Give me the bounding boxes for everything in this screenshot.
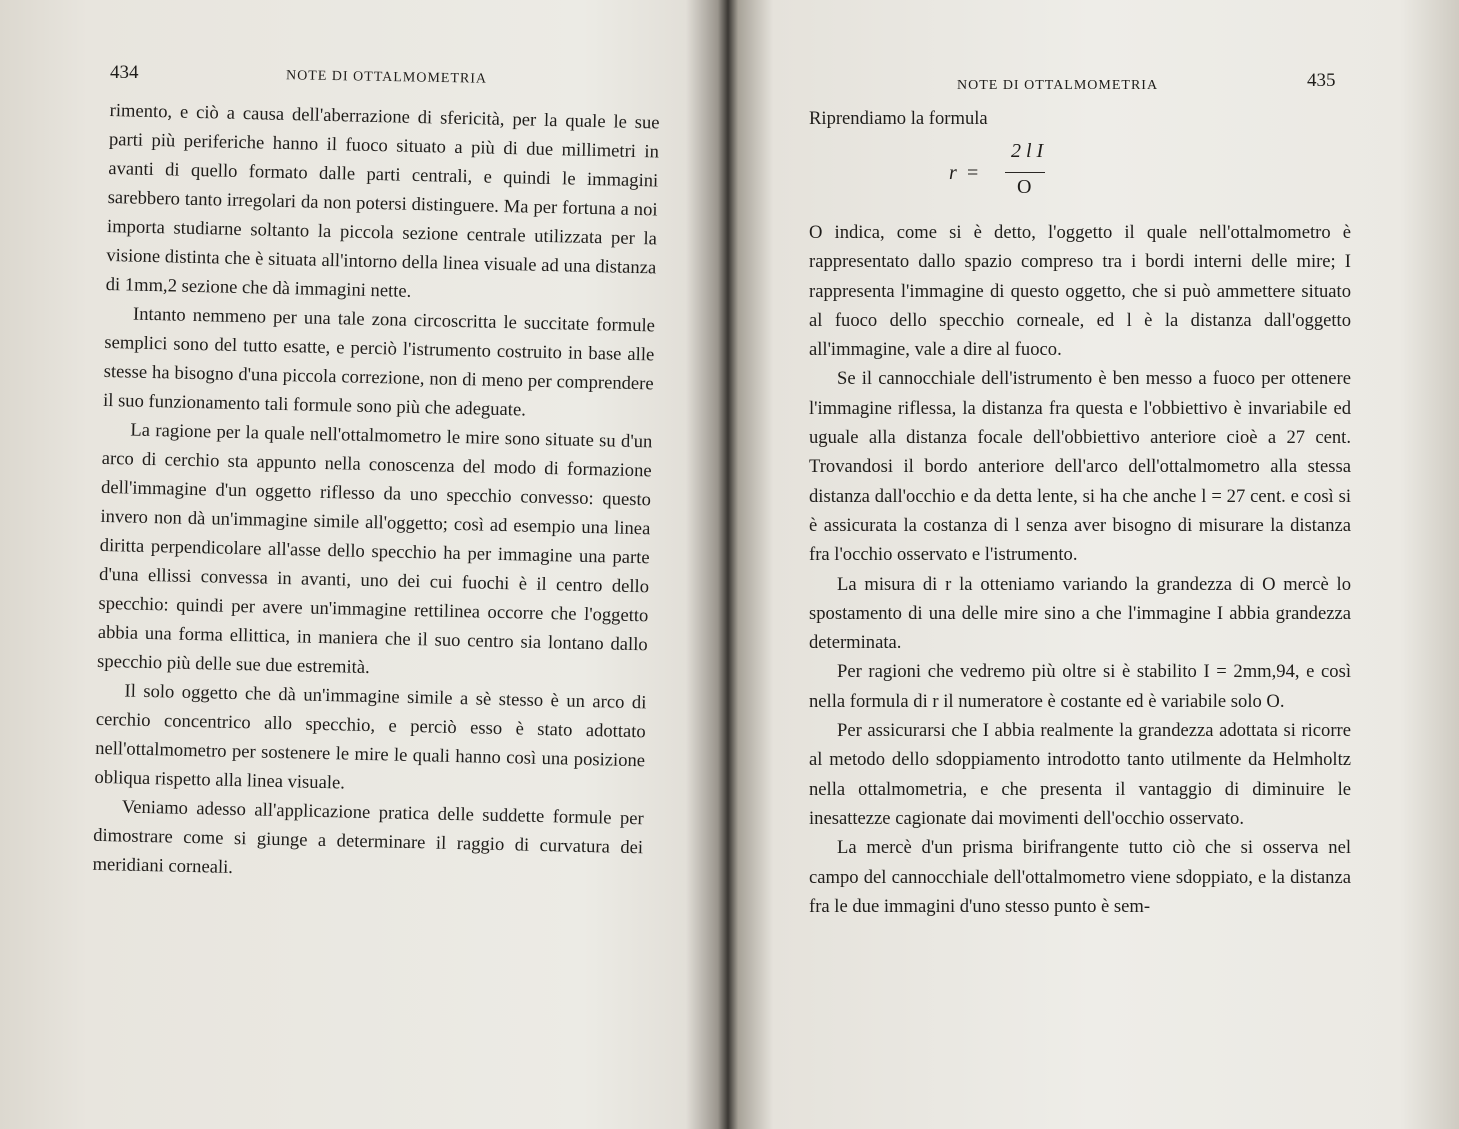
formula-numerator: 2 l I bbox=[1011, 140, 1044, 162]
paragraph: La misura di r la otteniamo variando la grandezza di O mercè lo spostamento di una delle mire sino a che l'immagine I abbia grandezza determinata. bbox=[809, 573, 1351, 654]
paragraph: rimento, e ciò a causa dell'aberrazione di sfericità, per la quale le sue parti più periferiche hanno il fuoco situato a più di due millimetri in avanti di quello formato dalle parti centrali, e quindi le immagini sarebbero tanto irregolari da non potersi distinguere. Ma per fortuna a noi importa studiarne soltanto la piccola sezione centrale utilizzata per la visione distinta che è situata all'intorno della linea visuale ad una distanza di 1mm,2 sezione che dà immagini nette. bbox=[105, 99, 660, 302]
paragraph: Se il cannocchiale dell'istrumento è ben messo a fuoco per ottenere l'immagine riflessa, la distanza fra questa e l'obbiettivo è invariabile ed uguale alla distanza focale dell'obbiettivo anteriore cioè a 27 cent. Trovandosi il bordo anteriore dell'arco dell'ottalmometro alla stessa distanza dall'occhio e da detta lente, si ha che anche l = 27 cent. e così si è assicurata la costanza di l senza aver bisogno di misurare la distanza fra l'occhio osservato e l'istrumento. bbox=[809, 368, 1351, 566]
fraction-bar bbox=[1005, 172, 1045, 173]
paragraph: La mercè d'un prisma birifrangente tutto ciò che si osserva nel campo del cannocchiale dell'ottalmometro viene sdoppiato, e la distanza fra le due immagini d'uno stesso punto è sem- bbox=[809, 837, 1351, 917]
paragraph: O indica, come si è detto, l'oggetto il quale nell'ottalmometro è rappresentato dallo spazio compreso tra i bordi interni delle mire; I rappresenta l'immagine di questo oggetto, che si può ammettere situato al fuoco dello specchio corneale, ed l è la distanza dall'oggetto all'immagine, vale a dire al fuoco. bbox=[809, 222, 1351, 361]
formula bbox=[949, 140, 1109, 200]
left-body-text bbox=[92, 96, 660, 891]
paragraph: Per assicurarsi che I abbia realmente la grandezza adottata si ricorre al metodo dello sdoppiamento introdotto tanto utilmente da Helmholtz nella ottalmometria, e che presenta il vantaggio di diminuire le inesattezze cagionate dai movimenti dell'occhio osservato. bbox=[809, 720, 1351, 829]
formula-equals: = bbox=[967, 162, 979, 184]
right-page bbox=[729, 0, 1459, 1129]
right-intro bbox=[809, 104, 1351, 133]
paragraph: Veniamo adesso all'applicazione pratica delle suddette formule per dimostrare come si giunge a determinare il raggio di curvatura dei meridiani corneali. bbox=[92, 796, 644, 878]
right-body-text bbox=[809, 218, 1351, 921]
page-number: 435 bbox=[1307, 70, 1336, 91]
left-page bbox=[0, 0, 720, 1129]
paragraph: Il solo oggetto che dà un'immagine simile a sè stesso è un arco di cerchio concentrico allo specchio, e perciò esso è stato adottato nell'ottalmometro per sostenere le mire le quali hanno così una posizione obliqua rispetto alla linea visuale. bbox=[94, 680, 647, 794]
running-header: NOTE DI OTTALMOMETRIA bbox=[957, 78, 1159, 93]
intro-line: Riprendiamo la formula bbox=[809, 108, 988, 129]
running-header: NOTE DI OTTALMOMETRIA bbox=[285, 68, 488, 87]
paragraph: Per ragioni che vedremo più oltre si è stabilito I = 2mm,94, e così nella formula di r il numeratore è costante ed è variabile solo O. bbox=[809, 661, 1351, 712]
paragraph: Intanto nemmeno per una tale zona circoscritta le succitate formule semplici sono del tutto esatte, e perciò l'istrumento costruito in base alle stesse ha bisogno d'una piccola correzione, non di meno per comprendere il suo funzionamento tali formule sono più che adeguate. bbox=[102, 303, 656, 421]
formula-denominator: O bbox=[1017, 176, 1032, 198]
formula-lhs: r bbox=[949, 162, 957, 184]
page-number: 434 bbox=[110, 62, 139, 83]
paragraph: La ragione per la quale nell'ottalmometro le mire sono situate su d'un arco di cerchio sta appunto nella conoscenza del modo di formazione dell'immagine d'un oggetto riflesso da uno specchio convesso: questo invero non dà un'immagine simile all'oggetto; così ad esempio una linea diritta perpendicolare all'asse dello specchio ha per immagine una parte d'una ellissi convessa in avanti, uno dei cui fuochi è il centro dello specchio: quindi per avere un'immagine rettilinea occorre che l'oggetto abbia una forma ellittica, in maniera che il suo centro sia lontano dallo specchio più delle sue due estremità. bbox=[96, 419, 653, 679]
